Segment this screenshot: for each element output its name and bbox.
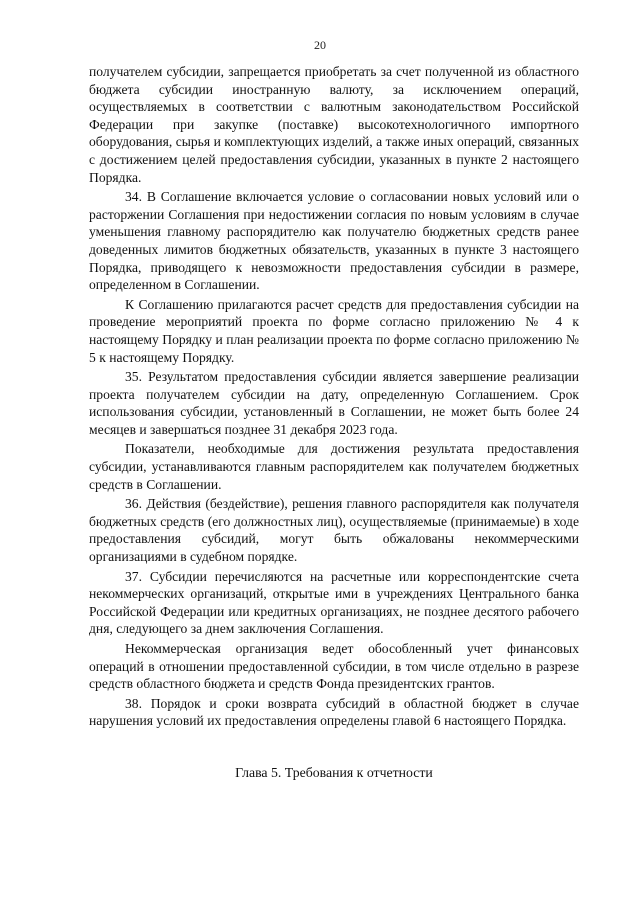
paragraph-34: 34. В Соглашение включается условие о согласовании новых условий или о расторжении Соглашения при недостижении согласия по новым условиям в случае уменьшения главному распорядителю как получателю бюджетных средств ранее доведенных лимитов бюджетных обязательств, указанных в пункте 3 настоящего Порядка, приводящего к невозможности предоставления субсидии в размере, определенном в Соглашении. [89,189,579,293]
paragraph-37-accounting: Некоммерческая организация ведет обособленный учет финансовых операций в отношении предоставленной субсидии, в том числе отдельно в разрезе средств областного бюджета и средств Фонда президентских грантов. [89,641,579,692]
paragraph-35: 35. Результатом предоставления субсидии является завершение реализации проекта получателем субсидии на дату, определенную Соглашением. Срок использования субсидии, установленный в Соглашении, не может быть более 24 месяцев и завершаться позднее 31 декабря 2023 года. [89,369,579,437]
page-number: 20 [314,38,326,52]
paragraph-continuation: получателем субсидии, запрещается приобретать за счет полученной из областного бюджета субсидии иностранную валюту, за исключением операций, осуществляемых в соответствии с валютным законодательством Российской Федерации при закупке (поставке) высокотехнологичного импортного оборудования, сырья и комплектующих изделий, а также иных операций, связанных с достижением целей предоставления субсидии, указанных в пункте 2 настоящего Порядка. [89,64,579,185]
paragraph-38: 38. Порядок и сроки возврата субсидий в областной бюджет в случае нарушения условий их предоставления определены главой 6 настоящего Порядка. [89,695,579,729]
document-body [89,63,579,782]
chapter-heading: Глава 5. Требования к отчетности [235,764,433,780]
paragraph-35-indicators: Показатели, необходимые для достижения результата предоставления субсидии, устанавливаются главным распорядителем как получателем бюджетных средств в Соглашении. [89,441,579,492]
paragraph-34-annex: К Соглашению прилагаются расчет средств для предоставления субсидии на проведение мероприятий проекта по форме согласно приложению № 4 к настоящему Порядку и план реализации проекта по форме согласно приложению № 5 к настоящему Порядку. [89,296,579,365]
paragraph-36: 36. Действия (бездействие), решения главного распорядителя как получателя бюджетных средств (его должностных лиц), осуществляемые (принимаемые) в ходе предоставления субсидий, могут быть обжалованы некоммерческими организациями в судебном порядке. [89,496,579,565]
paragraph-37: 37. Субсидии перечисляются на расчетные или корреспондентские счета некоммерческих организаций, открытые ими в учреждениях Центрального банка Российской Федерации или кредитных организациях, не позднее десятого рабочего дня, следующего за днем заключения Соглашения. [89,568,579,637]
